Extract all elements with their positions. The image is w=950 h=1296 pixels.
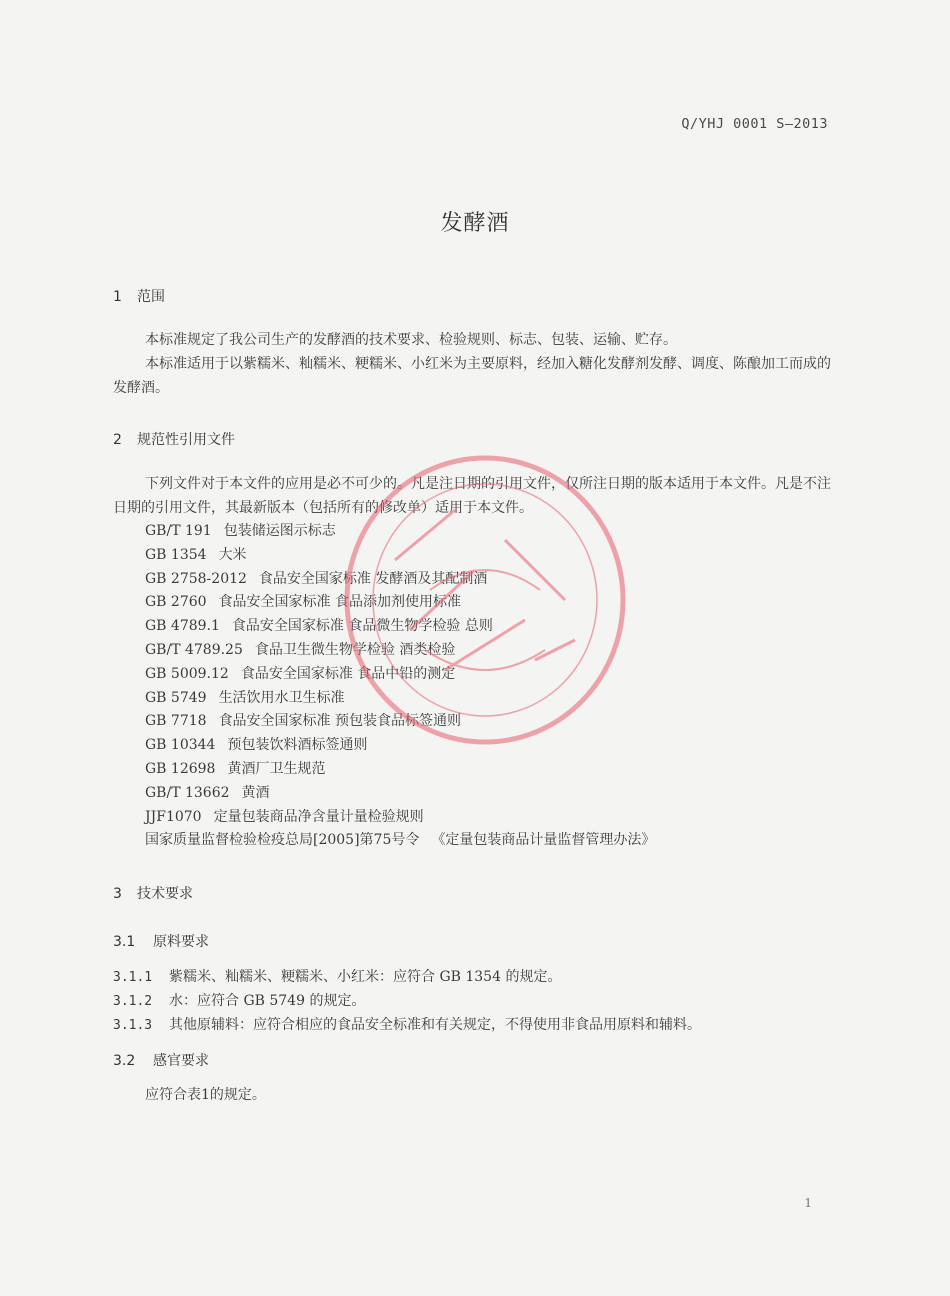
reference-item: GB 7718 食品安全国家标准 预包装食品标签通则 [145,713,462,730]
subsection-number: 3.1 [113,934,136,950]
clause-item: 3.1.2 水：应符合 GB 5749 的规定。 [113,993,366,1009]
document-title: 发酵酒 [440,211,510,236]
section-title: 范围 [137,289,165,305]
reference-item: GB 12698 黄酒厂卫生规范 [145,760,326,777]
reference-item: 国家质量监督检验检疫总局[2005]第75号令 《定量包装商品计量监督管理办法》 [145,832,656,849]
reference-item: GB 4789.1 食品安全国家标准 食品微生物学检验 总则 [145,618,493,635]
reference-item: GB 5009.12 食品安全国家标准 食品中铅的测定 [145,665,456,682]
subsection-3-2-heading [113,1050,209,1070]
section-3-heading [113,883,193,903]
section-number: 1 [113,289,122,305]
section-2-heading [113,429,235,449]
page-number: 1 [804,1196,812,1210]
reference-item: GB 1354 大米 [145,546,247,563]
scope-paragraph-1: 本标准规定了我公司生产的发酵酒的技术要求、检验规则、标志、包装、运输、贮存。 [145,332,677,348]
section-number: 3 [113,886,122,902]
section-title: 技术要求 [137,886,193,902]
reference-item: GB/T 4789.25 食品卫生微生物学检验 酒类检验 [145,641,456,658]
reference-item: GB 5749 生活饮用水卫生标准 [145,689,345,706]
references-intro: 下列文件对于本文件的应用是必不可少的。凡是注日期的引用文件，仅所注日期的版本适用于本文件。凡是不注日期的引用文件，其最新版本（包括所有的修改单）适用于本文件。 [113,476,831,516]
reference-item: GB/T 13662 黄酒 [145,784,270,801]
subsection-title: 感官要求 [153,1053,209,1069]
reference-item: JJF1070 定量包装商品净含量计量检验规则 [145,808,424,825]
subsection-title: 原料要求 [153,934,209,950]
reference-list [145,520,655,853]
reference-item: GB 2760 食品安全国家标准 食品添加剂使用标准 [145,594,462,611]
sensory-requirement-text: 应符合表1的规定。 [145,1087,266,1103]
standard-number: Q/YHJ 0001 S—2013 [681,116,828,132]
reference-item: GB 2758-2012 食品安全国家标准 发酵酒及其配制酒 [145,570,488,587]
section-1-heading [113,286,165,306]
clause-item: 3.1.1 紫糯米、籼糯米、粳糯米、小红米：应符合 GB 1354 的规定。 [113,969,562,985]
section-title: 规范性引用文件 [137,432,235,448]
subsection-3-1-heading [113,931,209,951]
section-number: 2 [113,432,122,448]
subsection-number: 3.2 [113,1053,136,1069]
clause-item: 3.1.3 其他原辅料：应符合相应的食品安全标准和有关规定，不得使用非食品用原料和辅料。 [113,1017,701,1033]
reference-item: GB 10344 预包装饮料酒标签通则 [145,737,368,754]
scope-paragraph-2: 本标准适用于以紫糯米、籼糯米、粳糯米、小红米为主要原料，经加入糖化发酵剂发酵、调度、陈酿加工而成的发酵酒。 [113,356,831,396]
reference-item: GB/T 191 包装储运图示标志 [145,523,336,539]
